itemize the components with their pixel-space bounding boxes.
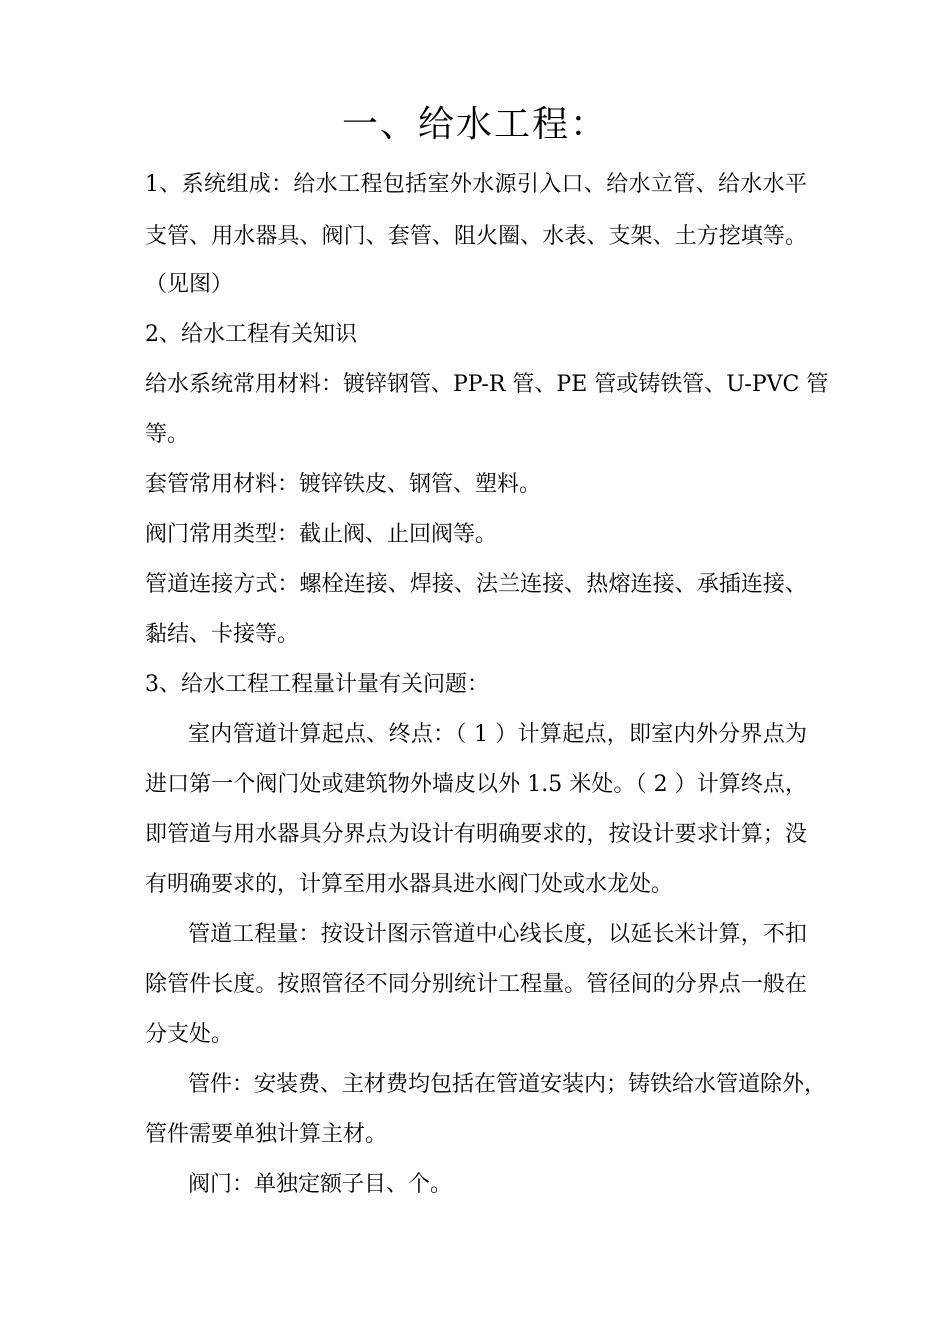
valves-line: 阀门：单独定额子目、个。 <box>188 1172 453 1197</box>
materials-line-2: 等。 <box>145 422 190 447</box>
connection-methods-line-2: 黏结、卡接等。 <box>145 622 300 647</box>
pipe-start-end-line-4: 有明确要求的，计算至用水器具进水阀门处或水龙处。 <box>145 872 674 897</box>
pipe-start-end-line-3: 即管道与用水器具分界点为设计有明确要求的，按设计要求计算；没 <box>145 822 807 847</box>
page-title: 一、给水工程： <box>341 104 608 145</box>
section-1-line-2: 支管、用水器具、阀门、套管、阻火圈、水表、支架、土方挖填等。 <box>145 224 807 249</box>
pipe-start-end-line-2: 进口第一个阀门处或建筑物外墙皮以外 1.5 米处。（ 2 ）计算终点， <box>145 772 807 797</box>
pipe-quantity-line-2: 除管件长度。按照管径不同分别统计工程量。管径间的分界点一般在 <box>145 972 807 997</box>
section-1-line-1: 1、系统组成：给水工程包括室外水源引入口、给水立管、给水水平 <box>145 172 807 197</box>
fittings-line-2: 管件需要单独计算主材。 <box>145 1122 388 1147</box>
valve-types: 阀门常用类型：截止阀、止回阀等。 <box>145 522 498 547</box>
pipe-start-end-line-1: 室内管道计算起点、终点：（ 1 ）计算起点，即室内外分界点为 <box>188 722 807 747</box>
connection-methods-line-1: 管道连接方式：螺栓连接、焊接、法兰连接、热熔连接、承插连接、 <box>145 572 807 597</box>
sleeve-materials: 套管常用材料：镀锌铁皮、钢管、塑料。 <box>145 472 542 497</box>
pipe-quantity-line-3: 分支处。 <box>145 1022 234 1047</box>
section-2-heading: 2、给水工程有关知识 <box>145 322 357 347</box>
fittings-line-1: 管件：安装费、主材费均包括在管道安装内；铸铁给水管道除外， <box>188 1072 827 1097</box>
pipe-quantity-line-1: 管道工程量：按设计图示管道中心线长度，以延长米计算，不扣 <box>188 922 807 947</box>
materials-line-1: 给水系统常用材料：镀锌钢管、PP-R 管、PE 管或铸铁管、U-PVC 管 <box>145 372 829 397</box>
section-1-line-3: （见图） <box>145 272 234 297</box>
section-3-heading: 3、给水工程工程量计量有关问题： <box>145 672 489 697</box>
